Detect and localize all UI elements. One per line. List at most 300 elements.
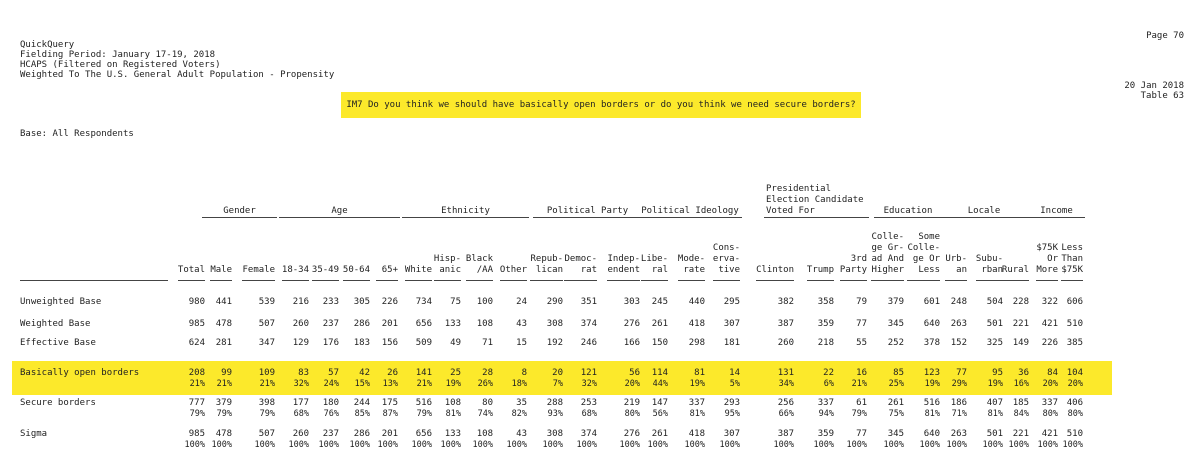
column-underline [871,280,904,281]
cell-value: 156 [381,338,398,348]
cell-percent: 100% [211,440,232,450]
column-header: ad And [871,254,904,264]
cell-value: 308 [546,319,563,329]
row-label: Sigma [20,429,48,439]
column-header: Mode- [677,254,705,264]
cell-value: 244 [353,398,370,408]
column-header: Trump [806,265,834,275]
cell-percent: 71% [951,409,967,419]
column-header: $75K [1036,243,1058,253]
row-label-underline [20,280,168,281]
cell-value: 379 [215,398,232,408]
cell-value: 261 [887,398,904,408]
cell-value: 382 [777,297,794,307]
cell-value: 734 [415,297,432,307]
cell-value: 131 [777,368,794,378]
cell-value: 16 [856,368,867,378]
cell-value: 263 [950,429,967,439]
cell-value: 228 [1012,297,1029,307]
cell-value: 337 [688,398,705,408]
cell-percent: 19% [987,379,1003,389]
cell-percent: 100% [288,440,309,450]
column-header: Female [242,265,275,275]
cell-value: 276 [623,429,640,439]
cell-percent: 79% [851,409,867,419]
cell-value: 192 [546,338,563,348]
cell-percent: 81% [689,409,705,419]
cell-percent: 100% [440,440,461,450]
cell-value: 624 [188,338,205,348]
cell-value: 418 [688,429,705,439]
cell-value: 35 [516,398,527,408]
cell-value: 152 [950,338,967,348]
cell-value: 36 [1018,368,1029,378]
cell-value: 501 [986,429,1003,439]
cell-value: 56 [629,368,640,378]
header-line: QuickQuery [20,40,75,50]
cell-value: 80 [482,398,493,408]
cell-percent: 79% [259,409,275,419]
cell-percent: 100% [1008,440,1029,450]
column-header: /AA [476,265,493,275]
column-underline [1036,280,1058,281]
cell-percent: 100% [576,440,597,450]
cell-value: 421 [1041,319,1058,329]
cell-value: 337 [817,398,834,408]
cell-value: 181 [723,338,740,348]
group-underline [937,217,1031,218]
cell-value: 337 [1041,398,1058,408]
cell-percent: 100% [619,440,640,450]
group-header: Political Ideology [641,206,739,216]
cell-percent: 19% [445,379,461,389]
cell-value: 656 [415,319,432,329]
column-underline [907,280,940,281]
group-underline [638,217,742,218]
cell-percent: 32% [581,379,597,389]
group-underline [202,217,277,218]
cell-value: 478 [215,429,232,439]
cell-value: 406 [1066,398,1083,408]
cell-percent: 21% [216,379,232,389]
cell-percent: 100% [377,440,398,450]
cell-percent: 100% [719,440,740,450]
cell-value: 55 [856,338,867,348]
column-underline [210,280,232,281]
cell-value: 305 [353,297,370,307]
cell-percent: 29% [951,379,967,389]
column-underline [500,280,528,281]
row-label: Weighted Base [20,319,91,329]
cell-value: 539 [258,297,275,307]
cell-value: 347 [258,338,275,348]
cell-percent: 95% [724,409,740,419]
cell-value: 418 [688,319,705,329]
group-header: Election Candidate [766,195,864,205]
cell-value: 253 [580,398,597,408]
cell-value: 359 [817,429,834,439]
cell-value: 141 [415,368,432,378]
cell-percent: 100% [946,440,967,450]
column-header: erva- [712,254,740,264]
column-header: Libe- [640,254,668,264]
cell-value: 307 [723,319,740,329]
cell-value: 49 [450,338,461,348]
cell-value: 441 [215,297,232,307]
column-header: Hisp- [433,254,461,264]
cell-value: 516 [415,398,432,408]
cell-value: 123 [923,368,940,378]
cell-percent: 100% [647,440,668,450]
column-underline [466,280,494,281]
cell-value: 79 [856,297,867,307]
row-label: Secure borders [20,398,96,408]
cell-value: 510 [1066,429,1083,439]
row-label: Effective Base [20,338,96,348]
cell-value: 175 [381,398,398,408]
column-header: rban [981,265,1003,275]
column-header: Repub- [530,254,563,264]
cell-percent: 24% [323,379,339,389]
cell-percent: 100% [813,440,834,450]
cell-value: 407 [986,398,1003,408]
cell-value: 77 [856,429,867,439]
column-header: tive [718,265,740,275]
cell-value: 71 [482,338,493,348]
report-date: 20 Jan 2018 [1124,81,1184,91]
cell-value: 281 [215,338,232,348]
cell-percent: 68% [293,409,309,419]
cell-percent: 80% [1042,409,1058,419]
group-header: Education [883,206,933,216]
column-header: 65+ [381,265,398,275]
cell-value: 20 [552,368,563,378]
column-underline [945,280,967,281]
column-underline [178,280,206,281]
cell-value: 42 [359,368,370,378]
cell-percent: 100% [411,440,432,450]
cell-value: 980 [188,297,205,307]
cell-value: 387 [777,429,794,439]
column-underline [242,280,275,281]
cell-value: 183 [353,338,370,348]
cell-value: 248 [950,297,967,307]
column-header: Indep- [607,254,640,264]
column-header: ral [651,265,668,275]
cell-value: 252 [887,338,904,348]
column-underline [840,280,868,281]
cell-percent: 100% [184,440,205,450]
cell-value: 440 [688,297,705,307]
row-label: Unweighted Base [20,297,102,307]
cell-value: 640 [923,319,940,329]
column-header: Less [918,265,940,275]
cell-value: 276 [623,319,640,329]
cell-percent: 84% [1013,409,1029,419]
cell-percent: 13% [382,379,398,389]
cell-value: 15 [516,338,527,348]
cell-value: 25 [450,368,461,378]
cell-value: 24 [516,297,527,307]
cell-percent: 100% [349,440,370,450]
cell-value: 129 [292,338,309,348]
column-header: Some [918,232,940,242]
cell-percent: 19% [689,379,705,389]
cell-value: 290 [546,297,563,307]
cell-value: 378 [923,338,940,348]
group-underline [874,217,942,218]
cell-value: 288 [546,398,563,408]
cell-percent: 21% [416,379,432,389]
page-label: Page 70 [1146,31,1184,41]
cell-percent: 68% [581,409,597,419]
column-header: Rural [1001,265,1029,275]
cell-value: 237 [322,429,339,439]
cell-value: 374 [580,319,597,329]
table-label: Table 63 [1140,91,1184,101]
cell-value: 351 [580,297,597,307]
cell-value: 121 [580,368,597,378]
column-header: 3rd [850,254,867,264]
cell-value: 57 [328,368,339,378]
cell-percent: 21% [189,379,205,389]
header-line: Weighted To The U.S. General Adult Population - Propensity [20,70,335,80]
cell-value: 379 [887,297,904,307]
column-header: ge Or [912,254,940,264]
cell-percent: 100% [1037,440,1058,450]
column-header: Than [1061,254,1083,264]
cell-value: 295 [723,297,740,307]
group-header: Locale [967,206,1001,216]
cell-percent: 100% [773,440,794,450]
column-header: lican [535,265,563,275]
cell-percent: 19% [924,379,940,389]
cell-percent: 100% [919,440,940,450]
cell-percent: 79% [416,409,432,419]
cell-value: 985 [188,429,205,439]
cell-percent: 21% [851,379,867,389]
cell-percent: 26% [477,379,493,389]
column-underline [678,280,706,281]
cell-value: 374 [580,429,597,439]
cell-value: 108 [444,398,461,408]
column-header: Or [1047,254,1058,264]
cell-percent: 5% [729,379,740,389]
column-header: 18-34 [281,265,309,275]
cell-value: 133 [444,319,461,329]
cell-value: 83 [298,368,309,378]
column-header: Colle- [871,232,904,242]
column-underline [641,280,669,281]
cell-value: 22 [823,368,834,378]
cell-value: 246 [580,338,597,348]
cell-value: 150 [651,338,668,348]
group-header: Voted For [766,206,815,216]
cell-percent: 100% [1062,440,1083,450]
column-header: Other [499,265,527,275]
cell-value: 510 [1066,319,1083,329]
group-underline [402,217,529,218]
cell-value: 185 [1012,398,1029,408]
cell-percent: 20% [1067,379,1083,389]
group-underline [764,217,869,218]
cell-value: 345 [887,319,904,329]
cell-value: 216 [292,297,309,307]
column-underline [282,280,310,281]
column-header: Colle- [907,243,940,253]
cell-value: 77 [856,319,867,329]
cell-percent: 100% [318,440,339,450]
header-line: Fielding Period: January 17-19, 2018 [20,50,216,60]
cell-value: 149 [1012,338,1029,348]
cell-percent: 25% [888,379,904,389]
cell-value: 166 [623,338,640,348]
cell-percent: 7% [552,379,563,389]
cell-value: 509 [415,338,432,348]
cell-percent: 32% [293,379,309,389]
column-underline [405,280,433,281]
cell-value: 308 [546,429,563,439]
cell-value: 147 [651,398,668,408]
cell-value: 8 [521,368,527,378]
column-underline [312,280,340,281]
cell-value: 104 [1066,368,1083,378]
cell-value: 61 [856,398,867,408]
cell-value: 260 [777,338,794,348]
cell-percent: 66% [778,409,794,419]
column-header: anic [439,265,461,275]
cell-value: 81 [694,368,705,378]
cell-percent: 6% [823,379,834,389]
cell-value: 260 [292,319,309,329]
cell-percent: 80% [624,409,640,419]
cell-percent: 80% [1067,409,1083,419]
cell-value: 345 [887,429,904,439]
cell-percent: 100% [684,440,705,450]
cell-percent: 20% [624,379,640,389]
cell-value: 180 [322,398,339,408]
cell-value: 28 [482,368,493,378]
cell-value: 43 [516,319,527,329]
cell-value: 108 [476,319,493,329]
cell-value: 221 [1012,319,1029,329]
cell-percent: 94% [818,409,834,419]
header-line: HCAPS (Filtered on Registered Voters) [20,60,221,70]
column-underline [976,280,1004,281]
cell-value: 109 [258,368,275,378]
cell-value: 322 [1041,297,1058,307]
cell-percent: 100% [846,440,867,450]
group-header: Presidential [766,184,832,194]
cell-percent: 81% [924,409,940,419]
cell-value: 385 [1066,338,1083,348]
base-label: Base: All Respondents [20,129,134,139]
cell-value: 176 [322,338,339,348]
group-header: Ethnicity [441,206,490,216]
cell-percent: 100% [542,440,563,450]
column-underline [607,280,640,281]
column-header: Party [839,265,867,275]
column-header: 50-64 [342,265,370,275]
column-header: Clinton [756,265,794,275]
cell-value: 14 [729,368,740,378]
cell-value: 286 [353,319,370,329]
cell-value: 421 [1041,429,1058,439]
cell-value: 226 [1041,338,1058,348]
cell-value: 656 [415,429,432,439]
column-header: Democ- [564,254,597,264]
row-label: Basically open borders [20,368,140,378]
cell-value: 256 [777,398,794,408]
column-header: More [1036,265,1058,275]
column-underline [1002,280,1030,281]
cell-percent: 76% [323,409,339,419]
cell-percent: 20% [1042,379,1058,389]
group-underline [1028,217,1085,218]
cell-value: 114 [651,368,668,378]
cell-value: 303 [623,297,640,307]
cell-value: 293 [723,398,740,408]
cell-value: 606 [1066,297,1083,307]
column-header: an [956,265,967,275]
column-header: Higher [871,265,904,275]
cell-value: 325 [986,338,1003,348]
cell-value: 218 [817,338,834,348]
cell-value: 221 [1012,429,1029,439]
cell-value: 84 [1047,368,1058,378]
column-header: rat [580,265,597,275]
group-header: Gender [223,206,256,216]
cell-value: 260 [292,429,309,439]
column-underline [564,280,597,281]
column-underline [713,280,741,281]
cell-value: 100 [476,297,493,307]
cell-value: 186 [950,398,967,408]
cell-percent: 87% [382,409,398,419]
cell-value: 177 [292,398,309,408]
group-header: Political Party [546,206,629,216]
cell-value: 261 [651,429,668,439]
cell-value: 108 [476,429,493,439]
group-header: Age [331,206,348,216]
cell-percent: 93% [547,409,563,419]
column-underline [756,280,795,281]
cell-percent: 44% [652,379,668,389]
cell-value: 504 [986,297,1003,307]
column-underline [807,280,835,281]
column-header: rate [683,265,705,275]
group-header: Income [1040,206,1073,216]
group-underline [533,217,642,218]
column-underline [376,280,398,281]
cell-value: 201 [381,429,398,439]
column-underline [530,280,563,281]
column-header: $75K [1061,265,1083,275]
cell-value: 516 [923,398,940,408]
cell-percent: 100% [982,440,1003,450]
cell-percent: 100% [254,440,275,450]
cell-value: 133 [444,429,461,439]
cell-value: 507 [258,319,275,329]
cell-value: 478 [215,319,232,329]
question-text: IM7 Do you think we should have basically open borders or do you think we need secure borders? [346,100,856,110]
cell-value: 985 [188,319,205,329]
cell-value: 261 [651,319,668,329]
cell-percent: 79% [216,409,232,419]
cell-value: 77 [956,368,967,378]
cell-percent: 15% [354,379,370,389]
cell-value: 387 [777,319,794,329]
